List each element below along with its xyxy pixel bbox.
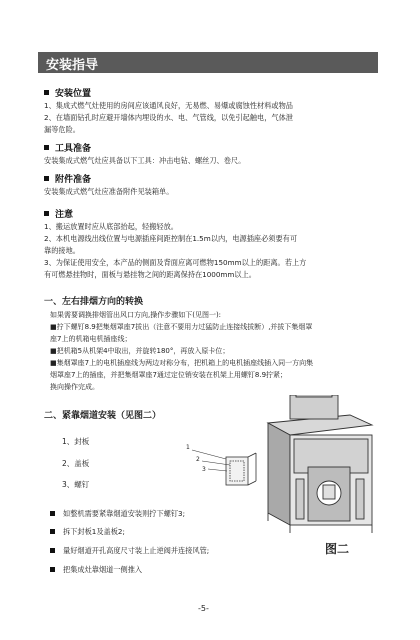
figure-callout-1: 1 (186, 444, 190, 451)
heading-tools: 工具准备 (44, 141, 91, 154)
part-3-label: 3、螺钉 (62, 480, 90, 489)
banner-title: 安装指导 (46, 58, 99, 73)
figure-two-diagram (180, 395, 385, 545)
bullet-item-4: 把集成灶靠烟道一侧推入 (50, 565, 142, 575)
accessories-text: 安装集成式燃气灶应准备附件见装箱单。 (44, 187, 174, 196)
section-banner (38, 52, 378, 73)
heading-caution: 注意 (44, 207, 73, 220)
heading-exhaust-direction: 一、左右排烟方向的转换 (44, 297, 144, 307)
figure-label: 图二 (325, 542, 350, 556)
heading-flue-install: 二、紧靠烟道安装（见图二） (44, 411, 162, 421)
integrated-stove-illustration (268, 395, 372, 533)
part-1-label: 1、封板 (62, 437, 90, 446)
install-location-text: 1、集成式燃气灶使用的房间应该通风良好，无易燃、易爆或腐蚀性材料或物品 2、在墙面钻孔时应避开墙体内埋设的水、电、气管线，以免引起触电，气体泄 漏等危险。 (44, 101, 293, 134)
caution-text: 1、搬运放置时应从底部抬起，轻搬轻放。 2、本机电源线出线位置与电源插座间距控制在1.5m以内，电源插座必须要有可 靠的接地。 3、为保证使用安全，本产品的侧面及背面应离可燃物150mm以上的距离。若上方 有可燃悬挂物时，面板与悬挂物之间的距离保持在1000mm以上。 (44, 222, 307, 279)
bullet-item-1: 如整机需要紧靠烟道安装则拧下螺钉3; (50, 509, 185, 519)
figure-callout-3: 3 (202, 466, 206, 473)
heading-install-location: 安装位置 (44, 86, 91, 99)
bullet-item-2: 拆下封板1及盖板2; (50, 527, 125, 537)
part-2-label: 2、盖板 (62, 459, 90, 468)
exhaust-direction-steps: 如果需要调换排烟管出风口方向,操作步骤如下(见图一): ■拧下螺钉8.9把集烟罩座7拔出（注意不要用力过猛防止连接线拔断）,并拔下集烟罩 座7上的机箱电机插座线； ■把机箱5从机架4中取出，并旋转180°，再放入原卡位； ■集烟罩座7上的电机插座线为两边对称分布，把机箱上的电机插座线插入同一方向集 烟罩座7上的插座，并把集烟罩座7通过定位销安装在机架上用螺钉8.9拧紧； 换向操作完成。 (50, 311, 314, 391)
detail-panel (226, 453, 256, 485)
page-number: -5- (198, 604, 209, 613)
figure-callout-2: 2 (196, 456, 200, 463)
bullet-item-3: 量好烟道开孔高度尺寸装上止逆阀并连接风管; (50, 546, 209, 556)
tools-text: 安装集成式燃气灶应具备以下工具：冲击电钻、螺丝刀、卷尺。 (44, 156, 246, 165)
heading-accessories: 附件准备 (44, 172, 91, 185)
